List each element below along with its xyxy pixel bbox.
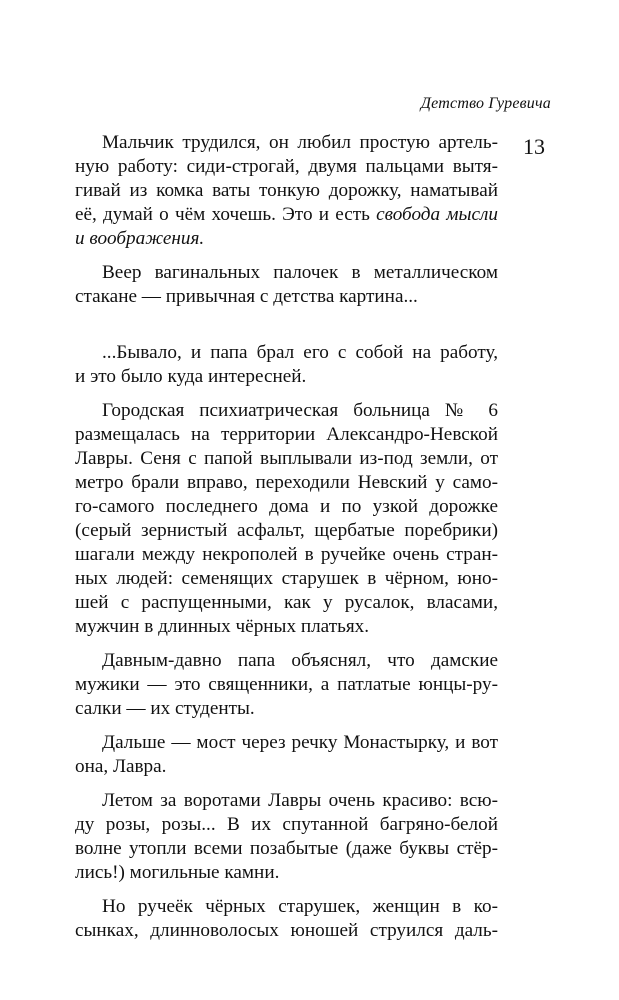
paragraph — [75, 895, 498, 943]
text-line: шей с распущенными, как у русалок, власами, — [75, 592, 498, 613]
text-line: она, Лавра. — [75, 756, 167, 777]
text-line: Веер вагинальных палочек в металлическом — [102, 262, 498, 283]
paragraph — [75, 399, 498, 639]
text-line: салки — их студенты. — [75, 698, 255, 719]
paragraph-gap — [75, 721, 498, 731]
text-line: ...Бывало, и папа брал его с собой на работу, — [102, 342, 498, 363]
text-line: Мальчик трудился, он любил простую артель- — [102, 132, 498, 153]
text-line: волне утопли всеми позабытые (даже буквы стёр- — [75, 838, 498, 859]
text-line: Дальше — мост через речку Монастырку, и вот — [102, 732, 498, 753]
text-line: ду розы, розы... В их спутанной багряно-белой — [75, 814, 498, 835]
emphasis-text: и воображения. — [75, 228, 205, 249]
text-line: лись!) могильные камни. — [75, 862, 280, 883]
text-line — [75, 203, 498, 227]
text-line: мужчин в длинных чёрных платьях. — [75, 616, 370, 637]
paragraph — [75, 131, 498, 251]
page-number: 13 — [523, 134, 545, 159]
paragraph — [75, 649, 498, 721]
text-line: Летом за воротами Лавры очень красиво: всю- — [102, 790, 498, 811]
running-head: Детство Гуревича — [420, 95, 551, 112]
text-line: ных людей: семенящих старушек в чёрном, юно- — [75, 568, 498, 589]
paragraph-gap — [75, 779, 498, 789]
text-line: Городская психиатрическая больница № 6 — [102, 400, 498, 421]
text-line: ную работу: сиди-строгай, двумя пальцами вытя- — [75, 156, 498, 177]
text-line: Но ручеёк чёрных старушек, женщин в ко- — [102, 896, 498, 917]
text-line: (серый зернистый асфальт, щербатые поребрики) — [75, 520, 498, 541]
text-line: шагали между некрополей в ручейке очень стран- — [75, 544, 498, 565]
paragraph — [75, 731, 498, 779]
text-line: и это было куда интересней. — [75, 366, 307, 387]
section-break — [75, 309, 498, 341]
text-line: гивай из комка ваты тонкую дорожку, наматывай — [75, 180, 498, 201]
paragraph-gap — [75, 885, 498, 895]
text-line: метро брали вправо, переходили Невский у само- — [75, 472, 498, 493]
text-line: мужики — это священники, а патлатые юнцы-ру- — [75, 674, 498, 695]
paragraph — [75, 261, 498, 309]
emphasis-text: свобода мысли — [376, 204, 498, 225]
text-line: сынках, длинноволосых юношей струился даль- — [75, 920, 498, 941]
paragraph-gap — [75, 639, 498, 649]
text-line: размещалась на территории Александро-Невской — [75, 424, 498, 445]
text-line: го-самого последнего дома и по узкой дорожке — [75, 496, 498, 517]
paragraph-gap — [75, 251, 498, 261]
paragraph-gap — [75, 389, 498, 399]
text-line: стакане — привычная с детства картина... — [75, 286, 418, 307]
text-line: Давным-давно папа объяснял, что дамские — [102, 650, 498, 671]
body-text — [75, 131, 498, 943]
paragraph — [75, 341, 498, 389]
text-line — [75, 227, 498, 251]
paragraph — [75, 789, 498, 885]
text-span: её, думай о чём хочешь. Это и есть — [75, 204, 370, 225]
text-line: Лавры. Сеня с папой выплывали из-под земли, от — [75, 448, 498, 469]
